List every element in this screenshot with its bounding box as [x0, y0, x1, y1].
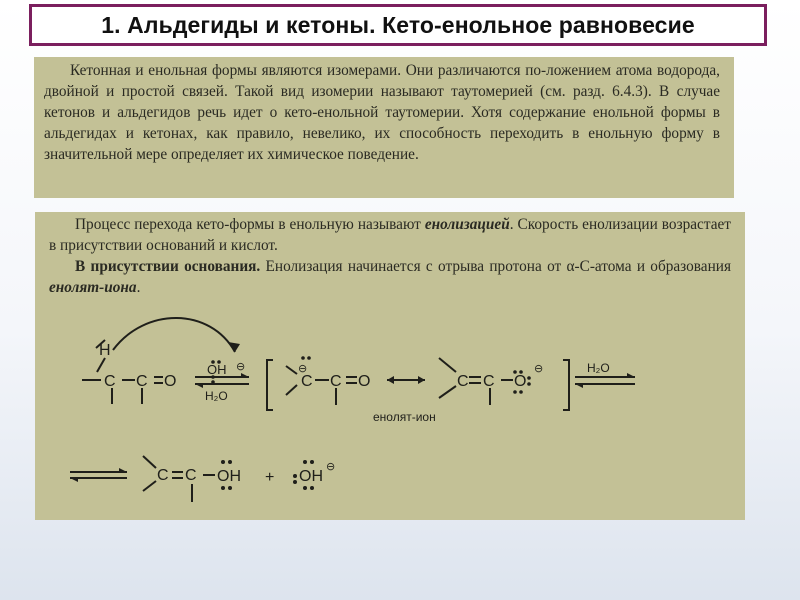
minus-sign: ⊖ [298, 363, 308, 375]
text-part: . [136, 279, 141, 296]
slide-title: 1. Альдегиды и кетоны. Кето-енольное равновесие [101, 11, 695, 38]
bond [286, 385, 297, 395]
hydroxyl: OH [217, 468, 241, 485]
arrowhead [387, 376, 394, 384]
atom-o: O [358, 373, 371, 390]
bond [439, 386, 456, 398]
term-enolization: енолизацией [424, 216, 510, 233]
electron-dot [228, 486, 232, 490]
electron-dot [221, 460, 225, 464]
electron-dot [301, 356, 305, 360]
minus-sign: ⊖ [236, 361, 246, 373]
bond [143, 481, 156, 491]
term-enolate: енолят-иона [49, 279, 137, 296]
electron-dot [211, 380, 215, 384]
text-part: . Скорость енолизации возрастает в присутствии оснований и кислот. [49, 216, 731, 254]
bond [439, 358, 456, 372]
atom-o: O [164, 373, 177, 390]
hydroxide: OH [299, 468, 323, 485]
atom-c: C [330, 373, 342, 390]
text-part: Процесс перехода кето-формы в енольную называют [75, 216, 425, 233]
plus-sign: + [265, 469, 275, 486]
bracket-left [267, 360, 273, 410]
bond [143, 456, 156, 468]
enolate-label: енолят-ион [373, 410, 436, 424]
water-label: H₂O [587, 361, 610, 375]
definition-block [34, 57, 734, 198]
water-label: H₂O [205, 389, 228, 403]
atom-c: C [301, 373, 313, 390]
bond [97, 358, 105, 372]
text-part: Енолизация начинается с отрыва протона от α-С-атома и образования [260, 258, 732, 275]
base-heading: В присутствии основания. [75, 258, 261, 275]
atom-c: C [157, 467, 169, 484]
bond [286, 366, 297, 374]
arrowhead [228, 342, 240, 352]
electron-dot [310, 486, 314, 490]
hydroxide: OH [207, 362, 227, 377]
minus-sign: ⊖ [534, 363, 544, 375]
electron-dot [293, 480, 297, 484]
proton-transfer-arrow [113, 318, 235, 352]
tautomerism-paragraph: Кетонная и енольная формы являются изомерами. Они различаются по-ложением атома водорода, двойной и простой связей. Такой вид изомерии называют таутомерией (см. разд. 6.4.3). В случае кетонов и альдегидов речь идет о кето-енольной таутомерии. Хотя содержание енольной формы в альдегидах и кетонах, как правило, невелико, их способность переходить в енольную форму в значительной мере определяет их химическое поведение. [44, 62, 720, 163]
title-box [29, 4, 767, 46]
electron-dot [527, 376, 531, 380]
arrowhead [418, 376, 425, 384]
atom-h: H [99, 342, 111, 359]
atom-c: C [136, 373, 148, 390]
enolization-scheme [35, 212, 745, 520]
electron-dot [310, 460, 314, 464]
electron-dot [519, 390, 523, 394]
electron-dot [303, 486, 307, 490]
electron-dot [293, 474, 297, 478]
minus-sign: ⊖ [326, 461, 336, 473]
electron-dot [303, 460, 307, 464]
enolization-block [35, 212, 745, 520]
electron-dot [221, 486, 225, 490]
atom-c: C [457, 373, 469, 390]
electron-dot [513, 390, 517, 394]
arrowhead [575, 384, 583, 388]
arrowhead [627, 373, 635, 377]
atom-c: C [104, 373, 116, 390]
electron-dot [527, 382, 531, 386]
electron-dot [307, 356, 311, 360]
bracket-right [563, 360, 569, 410]
atom-o: O [514, 373, 527, 390]
electron-dot [228, 460, 232, 464]
atom-c: C [483, 373, 495, 390]
atom-c: C [185, 467, 197, 484]
